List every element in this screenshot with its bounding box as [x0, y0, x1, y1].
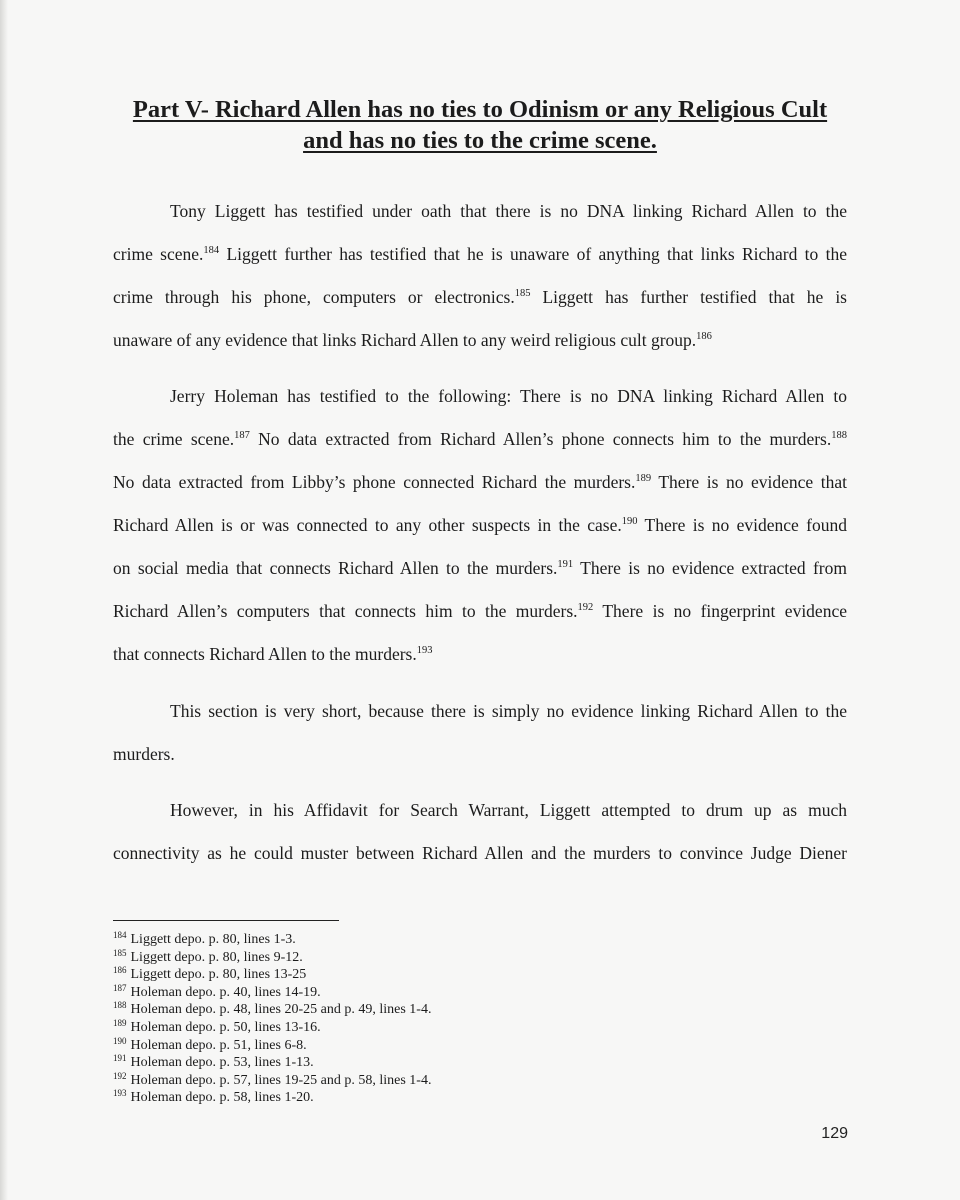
- para3-line2: murders.: [113, 744, 175, 764]
- footnote-number: 189: [113, 1017, 127, 1028]
- page-number: 129: [821, 1125, 848, 1142]
- footnote-number: 193: [113, 1088, 127, 1099]
- para1-line4a: unaware of any evidence that links Richard Allen to any weird religious cult group.: [113, 330, 697, 350]
- para1-line1: Tony Liggett has testified under oath that there is no DNA linking Richard Allen to the: [170, 201, 847, 221]
- page-edge-shadow: [0, 0, 8, 1200]
- para2-line7a: that connects Richard Allen to the murders.: [113, 644, 417, 664]
- para2-line6b: There is no fingerprint evidence: [593, 601, 847, 621]
- footnote-ref-187: 187: [234, 430, 250, 441]
- footnote-number: 192: [113, 1070, 127, 1081]
- para1-line2b: Liggett further has testified that he is unaware of anything that links Richard to the: [219, 244, 847, 264]
- footnote: [113, 1001, 613, 1019]
- footnote-text: Holeman depo. p. 57, lines 19-25 and p. 58, lines 1-4.: [130, 1072, 432, 1088]
- footnote-text: Holeman depo. p. 50, lines 13-16.: [130, 1019, 321, 1035]
- footnote-ref-186: 186: [696, 331, 712, 342]
- footnote-text: Liggett depo. p. 80, lines 13-25: [130, 967, 307, 983]
- para2-line3a: No data extracted from Libby’s phone connected Richard the murders.: [113, 472, 636, 492]
- footnote: [113, 1037, 613, 1055]
- para2-line5a: on social media that connects Richard Allen to the murders.: [113, 558, 558, 578]
- para2-line1: Jerry Holeman has testified to the following: There is no DNA linking Richard Allen to: [170, 386, 847, 406]
- footnote-ref-188: 188: [831, 430, 847, 441]
- para3-line1: This section is very short, because there is simply no evidence linking Richard Allen to the: [170, 701, 847, 721]
- para2-line4b: There is no evidence found: [637, 515, 847, 535]
- footnote-text: Liggett depo. p. 80, lines 1-3.: [130, 932, 296, 947]
- footnote-ref-191: 191: [557, 559, 574, 570]
- footnote-number: 186: [113, 965, 127, 976]
- footnote-ref-193: 193: [416, 645, 433, 656]
- section-heading: [100, 94, 860, 156]
- footnote: [113, 1072, 613, 1090]
- paragraph-affidavit: [113, 789, 847, 875]
- footnote: [113, 949, 613, 967]
- footnote-text: Liggett depo. p. 80, lines 9-12.: [130, 949, 303, 965]
- footnote-text: Holeman depo. p. 48, lines 20-25 and p. 49, lines 1-4.: [130, 1002, 432, 1018]
- paragraph-short-section: [113, 690, 847, 776]
- footnote-number: 188: [113, 1000, 127, 1011]
- para4-line1: However, in his Affidavit for Search Warrant, Liggett attempted to drum up as much: [170, 800, 847, 820]
- footnote-ref-185: 185: [514, 288, 531, 299]
- para2-line5b: There is no evidence extracted from: [573, 558, 847, 578]
- footnote-ref-190: 190: [621, 516, 638, 527]
- footnote-divider: [113, 920, 339, 921]
- footnote-text: Holeman depo. p. 53, lines 1-13.: [130, 1055, 314, 1071]
- para2-line2b: No data extracted from Richard Allen’s phone connects him to the murders.: [249, 429, 832, 449]
- para2-line6a: Richard Allen’s computers that connects him to the murders.: [113, 601, 578, 621]
- paragraph-liggett: [113, 190, 847, 362]
- heading-line-2: and has no ties to the crime scene.: [303, 127, 657, 154]
- footnote: [113, 966, 613, 984]
- footnotes: [113, 931, 613, 1107]
- footnote: [113, 1054, 613, 1072]
- footnote-text: Holeman depo. p. 40, lines 14-19.: [130, 984, 321, 1000]
- para4-line2: connectivity as he could muster between Richard Allen and the murders to convince Judge Diener: [113, 843, 847, 863]
- para1-line3b: Liggett has further testified that he is: [530, 287, 847, 307]
- footnote-text: Holeman depo. p. 51, lines 6-8.: [130, 1037, 307, 1053]
- footnote: [113, 931, 613, 949]
- para1-line3a: crime through his phone, computers or electronics.: [113, 287, 515, 307]
- footnote-ref-192: 192: [577, 602, 594, 613]
- para2-line3b: There is no evidence that: [651, 472, 847, 492]
- footnote: [113, 1019, 613, 1037]
- footnote-ref-184: 184: [203, 245, 220, 256]
- footnote-number: 190: [113, 1035, 127, 1046]
- footnote-number: 184: [113, 930, 127, 940]
- footnote-ref-189: 189: [635, 473, 652, 484]
- footnote-text: Holeman depo. p. 58, lines 1-20.: [130, 1090, 314, 1106]
- footnote-number: 187: [113, 982, 127, 993]
- para2-line2a: the crime scene.: [113, 429, 235, 449]
- para1-line2a: crime scene.: [113, 244, 204, 264]
- footnote: [113, 1089, 613, 1107]
- heading-line-1: Part V- Richard Allen has no ties to Odinism or any Religious Cult: [132, 96, 828, 123]
- paragraph-holeman: [113, 375, 847, 676]
- footnote: [113, 984, 613, 1002]
- para2-line4a: Richard Allen is or was connected to any other suspects in the case.: [113, 515, 622, 535]
- footnote-number: 191: [113, 1053, 127, 1064]
- footnote-number: 185: [113, 947, 127, 958]
